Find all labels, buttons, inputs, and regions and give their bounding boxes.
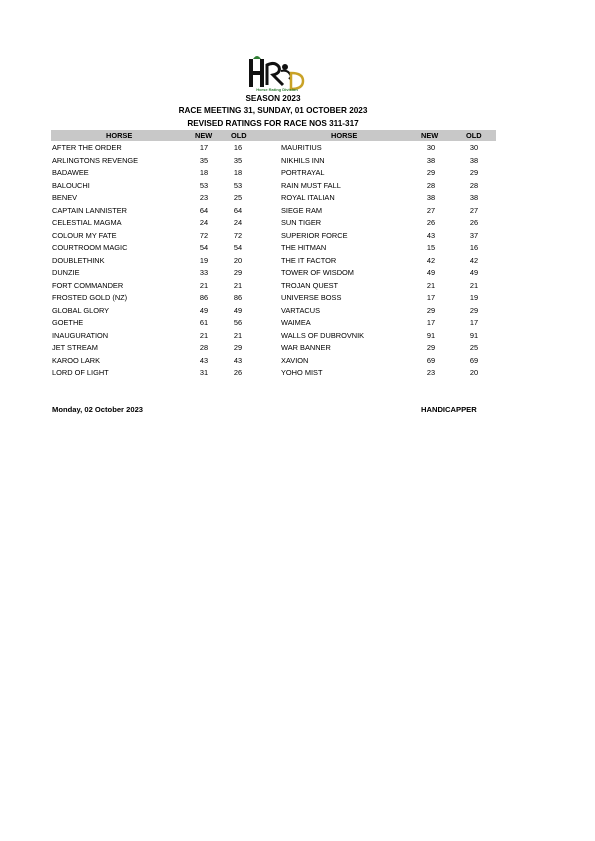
horse-name: NIKHILS INN — [281, 155, 325, 165]
new-rating: 30 — [426, 143, 436, 152]
col-new-left: NEW — [195, 131, 213, 140]
horse-name: THE HITMAN — [281, 243, 327, 252]
new-rating: 35 — [199, 155, 209, 165]
horse-name: TOWER OF WISDOM — [281, 268, 354, 277]
horse-name: FORT COMMANDER — [52, 280, 124, 290]
table-row — [0, 368, 595, 380]
horse-name: TROJAN QUEST — [281, 280, 339, 290]
new-rating: 53 — [199, 180, 209, 190]
old-rating: 49 — [233, 305, 243, 315]
table-row — [0, 143, 595, 155]
table-row — [0, 268, 595, 280]
table-row — [0, 256, 595, 268]
new-rating: 17 — [199, 143, 209, 152]
horse-name: WALLS OF DUBROVNIK — [281, 330, 365, 340]
new-rating: 91 — [426, 330, 436, 340]
new-rating: 43 — [426, 230, 436, 240]
old-rating: 49 — [469, 268, 479, 277]
horse-name: MAURITIUS — [281, 143, 322, 152]
new-rating: 49 — [199, 305, 209, 315]
old-rating: 25 — [233, 193, 243, 202]
old-rating: 17 — [469, 318, 479, 327]
old-rating: 38 — [469, 155, 479, 165]
new-rating: 19 — [199, 255, 209, 265]
horse-name: WAR BANNER — [281, 343, 331, 352]
horse-name: COLOUR MY FATE — [52, 230, 117, 240]
old-rating: 24 — [233, 218, 243, 227]
table-row — [0, 181, 595, 193]
horse-name: AFTER THE ORDER — [52, 143, 122, 152]
horse-name: JET STREAM — [52, 343, 98, 352]
horse-name: BENEV — [52, 193, 78, 202]
col-horse-left: HORSE — [106, 131, 133, 140]
old-rating: 29 — [469, 305, 479, 315]
horse-name: CELESTIAL MAGMA — [52, 218, 122, 227]
old-rating: 20 — [233, 255, 243, 265]
new-rating: 15 — [426, 243, 436, 252]
new-rating: 21 — [426, 280, 436, 290]
old-rating: 29 — [233, 268, 243, 277]
table-row — [0, 356, 595, 368]
old-rating: 18 — [233, 168, 243, 177]
col-old-left: OLD — [231, 131, 247, 140]
new-rating: 29 — [426, 305, 436, 315]
old-rating: 64 — [233, 205, 243, 215]
footer-date: Monday, 02 October 2023 — [52, 405, 144, 414]
horse-name: YOHO MIST — [281, 368, 323, 377]
new-rating: 27 — [426, 205, 436, 215]
new-rating: 49 — [426, 268, 436, 277]
old-rating: 35 — [233, 155, 243, 165]
table-row — [0, 231, 595, 243]
old-rating: 91 — [469, 330, 479, 340]
table-row — [0, 343, 595, 355]
old-rating: 43 — [233, 355, 243, 365]
new-rating: 29 — [426, 343, 436, 352]
old-rating: 21 — [233, 330, 243, 340]
col-horse-right: HORSE — [331, 131, 358, 140]
meeting-title: RACE MEETING 31, SUNDAY, 01 OCTOBER 2023 — [178, 106, 368, 115]
old-rating: 53 — [233, 180, 243, 190]
old-rating: 54 — [233, 243, 243, 252]
new-rating: 38 — [426, 193, 436, 202]
new-rating: 23 — [199, 193, 209, 202]
new-rating: 23 — [426, 368, 436, 377]
new-rating: 28 — [426, 180, 436, 190]
table-row — [0, 318, 595, 330]
horse-name: FROSTED GOLD (NZ) — [52, 293, 128, 302]
new-rating: 26 — [426, 218, 436, 227]
new-rating: 61 — [199, 318, 209, 327]
horse-name: GOETHE — [52, 318, 84, 327]
horse-name: BALOUCHI — [52, 180, 90, 190]
horse-name: UNIVERSE BOSS — [281, 293, 342, 302]
table-row — [0, 281, 595, 293]
old-rating: 21 — [469, 280, 479, 290]
horse-name: PORTRAYAL — [281, 168, 325, 177]
horse-name: GLOBAL GLORY — [52, 305, 110, 315]
table-row — [0, 206, 595, 218]
horse-name: LORD OF LIGHT — [52, 368, 109, 377]
new-rating: 43 — [199, 355, 209, 365]
footer-signature: HANDICAPPER — [421, 405, 477, 414]
col-new-right: NEW — [421, 131, 439, 140]
col-old-right: OLD — [466, 131, 482, 140]
old-rating: 86 — [233, 293, 243, 302]
new-rating: 69 — [426, 355, 436, 365]
new-rating: 24 — [199, 218, 209, 227]
old-rating: 20 — [469, 368, 479, 377]
old-rating: 27 — [469, 205, 479, 215]
old-rating: 72 — [233, 230, 243, 240]
horse-name: SUN TIGER — [281, 218, 322, 227]
horse-name: DUNZIE — [52, 268, 80, 277]
horse-name: KAROO LARK — [52, 355, 101, 365]
new-rating: 64 — [199, 205, 209, 215]
old-rating: 26 — [233, 368, 243, 377]
new-rating: 42 — [426, 255, 436, 265]
new-rating: 54 — [199, 243, 209, 252]
old-rating: 16 — [233, 143, 243, 152]
horse-name: INAUGURATION — [52, 330, 109, 340]
old-rating: 42 — [469, 255, 479, 265]
horse-name: THE IT FACTOR — [281, 255, 337, 265]
old-rating: 21 — [233, 280, 243, 290]
horse-name: ARLINGTONS REVENGE — [52, 155, 139, 165]
table-header — [51, 130, 496, 141]
table-row — [0, 306, 595, 318]
new-rating: 33 — [199, 268, 209, 277]
horse-name: VARTACUS — [281, 305, 321, 315]
horse-name: RAIN MUST FALL — [281, 180, 341, 190]
new-rating: 29 — [426, 168, 436, 177]
new-rating: 18 — [199, 168, 209, 177]
old-rating: 69 — [469, 355, 479, 365]
old-rating: 29 — [469, 168, 479, 177]
old-rating: 25 — [469, 343, 479, 352]
old-rating: 26 — [469, 218, 479, 227]
new-rating: 38 — [426, 155, 436, 165]
horse-name: BADAWEE — [52, 168, 89, 177]
old-rating: 16 — [469, 243, 479, 252]
new-rating: 31 — [199, 368, 209, 377]
table-row — [0, 243, 595, 255]
horse-name: ROYAL ITALIAN — [281, 193, 335, 202]
horse-name: CAPTAIN LANNISTER — [52, 205, 128, 215]
old-rating: 37 — [469, 230, 479, 240]
new-rating: 17 — [426, 293, 436, 302]
revised-ratings-title: REVISED RATINGS FOR RACE NOS 311-317 — [187, 119, 359, 128]
new-rating: 21 — [199, 280, 209, 290]
horse-name: XAVION — [281, 355, 309, 365]
horse-name: SIEGE RAM — [281, 205, 323, 215]
table-row — [0, 218, 595, 230]
table-row — [0, 156, 595, 168]
new-rating: 21 — [199, 330, 209, 340]
old-rating: 28 — [469, 180, 479, 190]
horse-name: SUPERIOR FORCE — [281, 230, 348, 240]
old-rating: 38 — [469, 193, 479, 202]
old-rating: 29 — [233, 343, 243, 352]
logo-caption: Horse Rating Division — [256, 87, 298, 92]
horse-name: COURTROOM MAGIC — [52, 243, 128, 252]
table-row — [0, 293, 595, 305]
new-rating: 17 — [426, 318, 436, 327]
table-row — [0, 331, 595, 343]
table-row — [0, 168, 595, 180]
horse-name: DOUBLETHINK — [52, 255, 105, 265]
season-title: SEASON 2023 — [245, 94, 301, 103]
table-row — [0, 193, 595, 205]
new-rating: 28 — [199, 343, 209, 352]
old-rating: 30 — [469, 143, 479, 152]
old-rating: 56 — [233, 318, 243, 327]
new-rating: 72 — [199, 230, 209, 240]
new-rating: 86 — [199, 293, 209, 302]
old-rating: 19 — [469, 293, 479, 302]
horse-name: WAIMEA — [281, 318, 311, 327]
